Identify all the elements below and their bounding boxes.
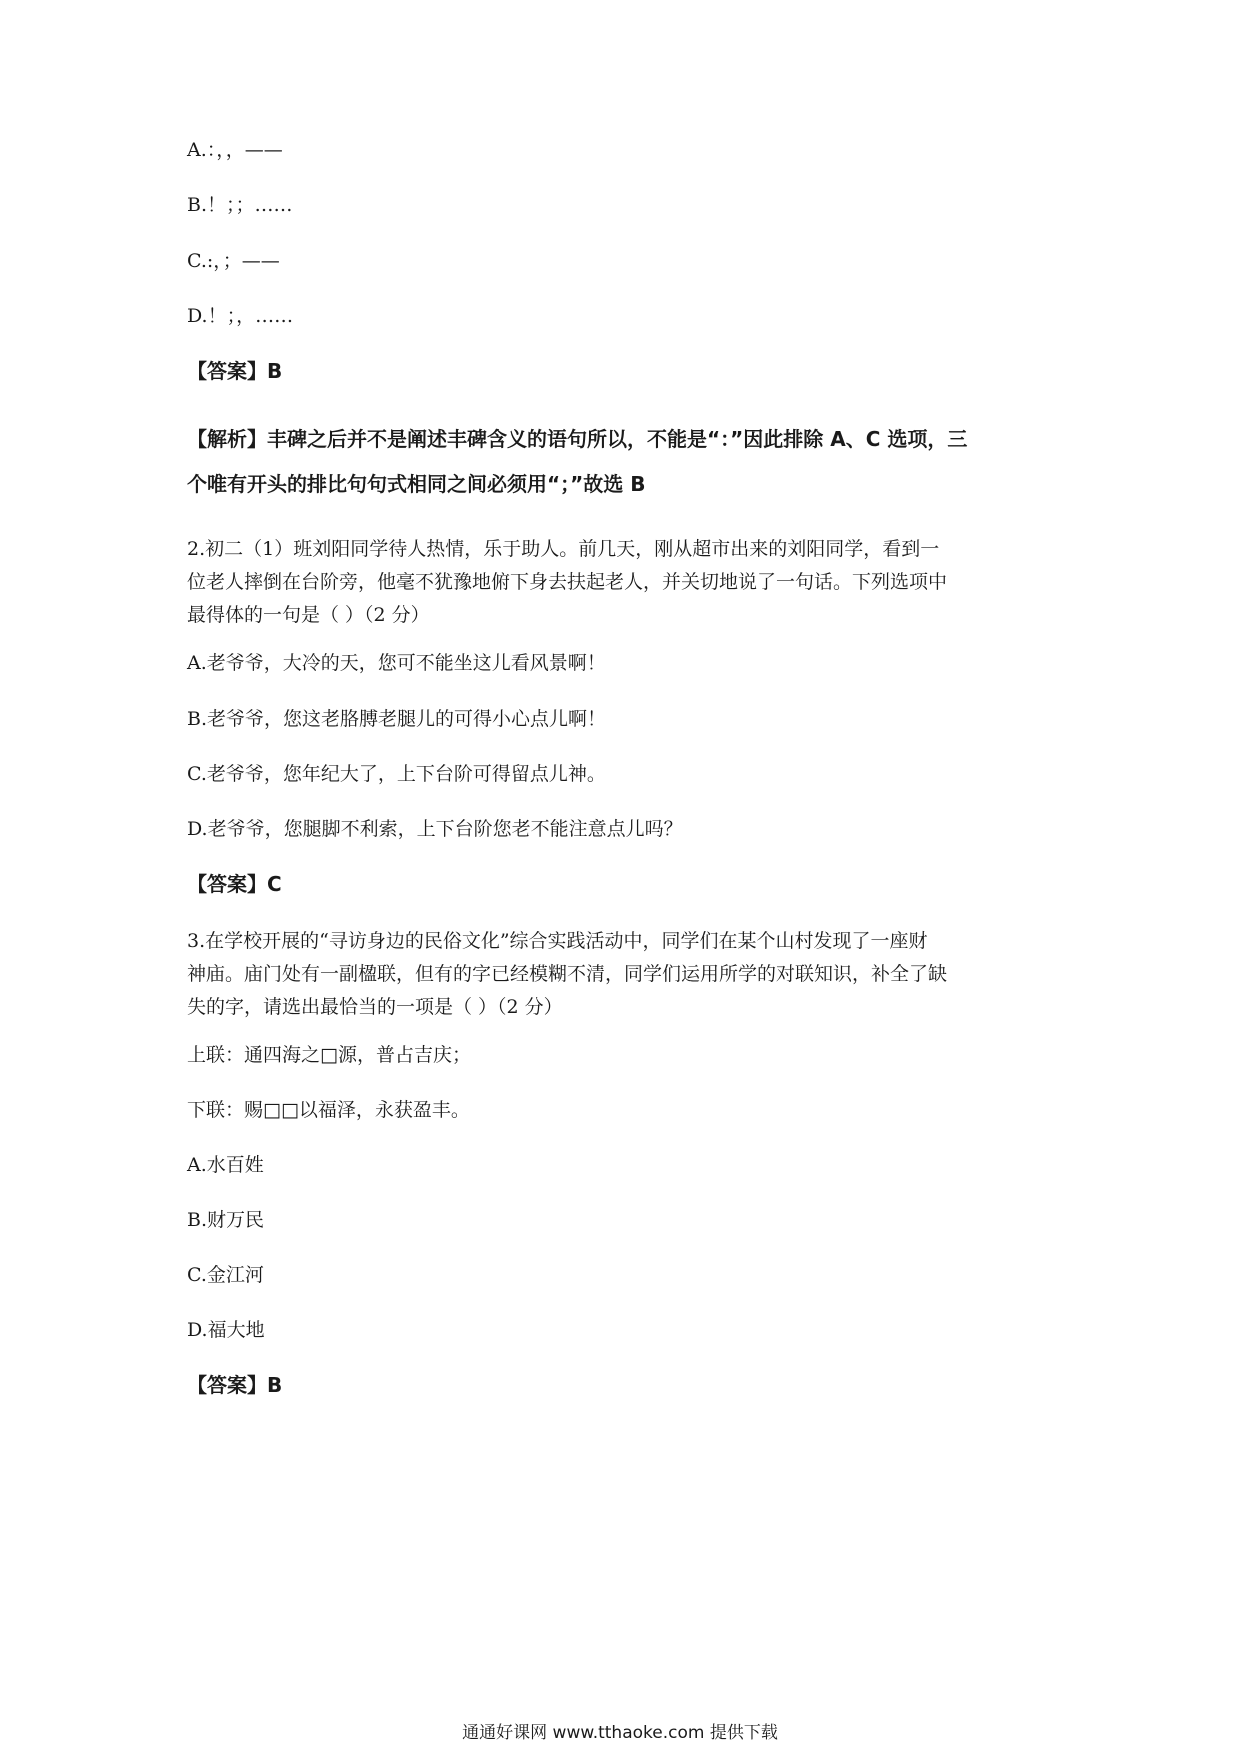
q1-answer: 【答案】B	[187, 359, 283, 383]
q2-stem-line2: 位老人摔倒在台阶旁，他毫不犹豫地俯下身去扶起老人，并关切地说了一句话。下列选项中	[187, 571, 948, 593]
q1-option-c: C.:，；——	[187, 250, 280, 272]
q3-option-d: D.福大地	[187, 1319, 265, 1341]
q3-stem-line1: 3.在学校开展的“寻访身边的民俗文化”综合实践活动中，同学们在某个山村发现了一座财	[187, 930, 928, 952]
q3-option-b: B.财万民	[187, 1209, 265, 1231]
q2-stem-line3: 最得体的一句是（ ）（2 分）	[187, 604, 430, 626]
q3-couplet-lower: 下联：赐□□以福泽，永获盈丰。	[187, 1099, 470, 1121]
q3-option-a: A.水百姓	[187, 1154, 264, 1176]
q2-option-a: A.老爷爷，大冷的天，您可不能坐这儿看风景啊！	[187, 652, 606, 674]
q1-analysis-line1: 【解析】丰碑之后并不是阐述丰碑含义的语句所以，不能是“：”因此排除 A、C 选项，三	[187, 427, 968, 451]
q1-option-a: A.：，，——	[187, 139, 283, 161]
q1-option-d: D.！；，……	[187, 305, 294, 327]
q1-option-b: B.！；；……	[187, 194, 293, 216]
page-footer: 通通好课网 www.tthaoke.com 提供下载	[462, 1723, 778, 1743]
q3-stem-line2: 神庙。庙门处有一副楹联，但有的字已经模糊不清，同学们运用所学的对联知识，补全了缺	[187, 963, 948, 985]
q2-option-b: B.老爷爷，您这老胳膊老腿儿的可得小心点儿啊！	[187, 708, 607, 730]
q2-stem-line1: 2.初二（1）班刘阳同学待人热情，乐于助人。前几天，刚从超市出来的刘阳同学，看到一	[187, 538, 940, 560]
q3-stem-line3: 失的字，请选出最恰当的一项是（ ）（2 分）	[187, 996, 563, 1018]
q1-analysis-line2: 个唯有开头的排比句句式相同之间必须用“；”故选 B	[187, 472, 646, 496]
q3-option-c: C.金江河	[187, 1264, 264, 1286]
q2-option-c: C.老爷爷，您年纪大了，上下台阶可得留点儿神。	[187, 763, 606, 785]
q2-answer: 【答案】C	[187, 872, 282, 896]
q3-couplet-upper: 上联：通四海之□源，普占吉庆；	[187, 1044, 471, 1066]
q2-option-d: D.老爷爷，您腿脚不利索，上下台阶您老不能注意点儿吗？	[187, 818, 683, 840]
q3-answer: 【答案】B	[187, 1373, 283, 1397]
